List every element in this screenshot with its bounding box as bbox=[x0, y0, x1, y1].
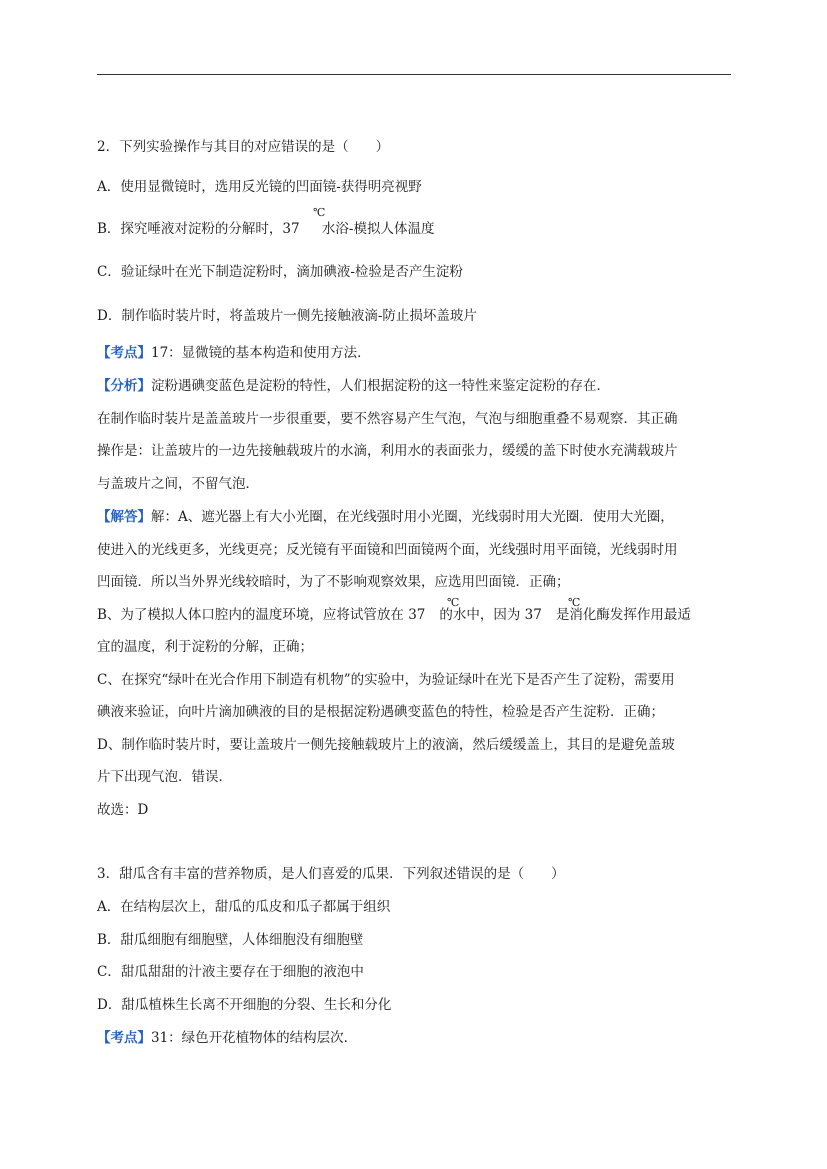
kaodian-tag: 【考点】 bbox=[97, 345, 151, 361]
q2-option-b-pre: B．探究唾液对淀粉的分解时，37 bbox=[97, 221, 300, 237]
q2-kaodian bbox=[97, 343, 371, 363]
q3-kaodian-text: 31：绿色开花植物体的结构层次． bbox=[151, 1030, 358, 1046]
fenxi-line3: 操作是：让盖玻片的一边先接触载玻片的水滴，利用水的表面张力，缓缓的盖下时使水充满载玻片 bbox=[97, 443, 678, 459]
q3-option-a: A．在结构层次上，甜瓜的瓜皮和瓜子都属于组织 bbox=[97, 899, 391, 915]
q3-kaodian-tag: 【考点】 bbox=[97, 1030, 151, 1046]
jieda-b-unit2: ℃ bbox=[568, 596, 581, 609]
jieda-b-line1 bbox=[97, 596, 691, 625]
jieda-line3: 凹面镜．所以当外界光线较暗时，为了不影响观察效果，应选用凹面镜．正确； bbox=[97, 574, 570, 590]
jieda-d-line1: D、制作临时装片时，要让盖玻片一侧先接触载玻片上的液滴，然后缓缓盖上，其目的是避免盖玻 bbox=[97, 737, 675, 753]
q2-stem: 2．下列实验操作与其目的对应错误的是（ ） bbox=[97, 139, 390, 155]
q3-option-c: C．甜瓜甜甜的汁液主要存在于细胞的液泡中 bbox=[97, 964, 364, 980]
jieda-line1: 解：A、遮光器上有大小光圈，在光线强时用小光圈，光线弱时用大光圈．使用大光圈， bbox=[151, 509, 674, 525]
jieda-tag: 【解答】 bbox=[97, 509, 151, 525]
kaodian-text: 17：显微镜的基本构造和使用方法． bbox=[151, 345, 371, 361]
jieda-b-unit1: ℃ bbox=[447, 596, 460, 609]
q2-option-b bbox=[97, 206, 435, 239]
q2-option-c: C．验证绿叶在光下制造淀粉时，滴加碘液-检验是否产生淀粉 bbox=[97, 264, 463, 280]
jieda-b-part3: 是消化酶发挥作用最适 bbox=[555, 607, 691, 623]
q2-fenxi bbox=[97, 376, 610, 396]
q3-option-d: D．甜瓜植株生长离不开细胞的分裂、生长和分化 bbox=[97, 997, 392, 1013]
q2-option-b-unit: ℃ bbox=[313, 206, 326, 219]
fenxi-tag: 【分析】 bbox=[97, 378, 151, 394]
header-rule bbox=[97, 74, 731, 75]
q2-option-a: A．使用显微镜时，选用反光镜的凹面镜-获得明亮视野 bbox=[97, 179, 422, 195]
jieda-c-line1: C、在探究“绿叶在光合作用下制造有机物”的实验中，为验证绿叶在光下是否产生了淀粉，需要用 bbox=[97, 672, 675, 688]
q2-jieda bbox=[97, 507, 674, 527]
q2-option-d: D．制作临时装片时，将盖玻片一侧先接触液滴-防止损坏盖玻片 bbox=[97, 308, 477, 324]
q3-stem: 3．甜瓜含有丰富的营养物质，是人们喜爱的瓜果．下列叙述错误的是（ ） bbox=[97, 866, 565, 882]
q2-option-b-post: 水浴-模拟人体温度 bbox=[321, 221, 435, 237]
fenxi-line4: 与盖玻片之间，不留气泡． bbox=[97, 476, 259, 492]
fenxi-line2: 在制作临时装片是盖盖玻片一步很重要，要不然容易产生气泡，气泡与细胞重叠不易观察．其正确 bbox=[97, 411, 678, 427]
jieda-b-part1: B、为了模拟人体口腔内的温度环境，应将试管放在 37 bbox=[97, 607, 426, 623]
q3-option-b: B．甜瓜细胞有细胞壁，人体细胞没有细胞壁 bbox=[97, 932, 364, 948]
jieda-line2: 使进入的光线更多，光线更亮；反光镜有平面镜和凹面镜两个面，光线强时用平面镜，光线弱时用 bbox=[97, 542, 678, 558]
q3-kaodian bbox=[97, 1028, 357, 1048]
jieda-b-line2: 宜的温度，利于淀粉的分解，正确； bbox=[97, 639, 313, 655]
jieda-c-line2: 碘液来验证，向叶片滴加碘液的目的是根据淀粉遇碘变蓝色的特性，检验是否产生淀粉．正确； bbox=[97, 704, 664, 720]
fenxi-line1: 淀粉遇碘变蓝色是淀粉的特性，人们根据淀粉的这一特性来鉴定淀粉的存在． bbox=[151, 378, 610, 394]
jieda-b-part2: 的水中，因为 37 bbox=[439, 607, 542, 623]
q2-answer: 故选：D bbox=[97, 802, 149, 818]
jieda-d-line2: 片下出现气泡．错误． bbox=[97, 769, 232, 785]
